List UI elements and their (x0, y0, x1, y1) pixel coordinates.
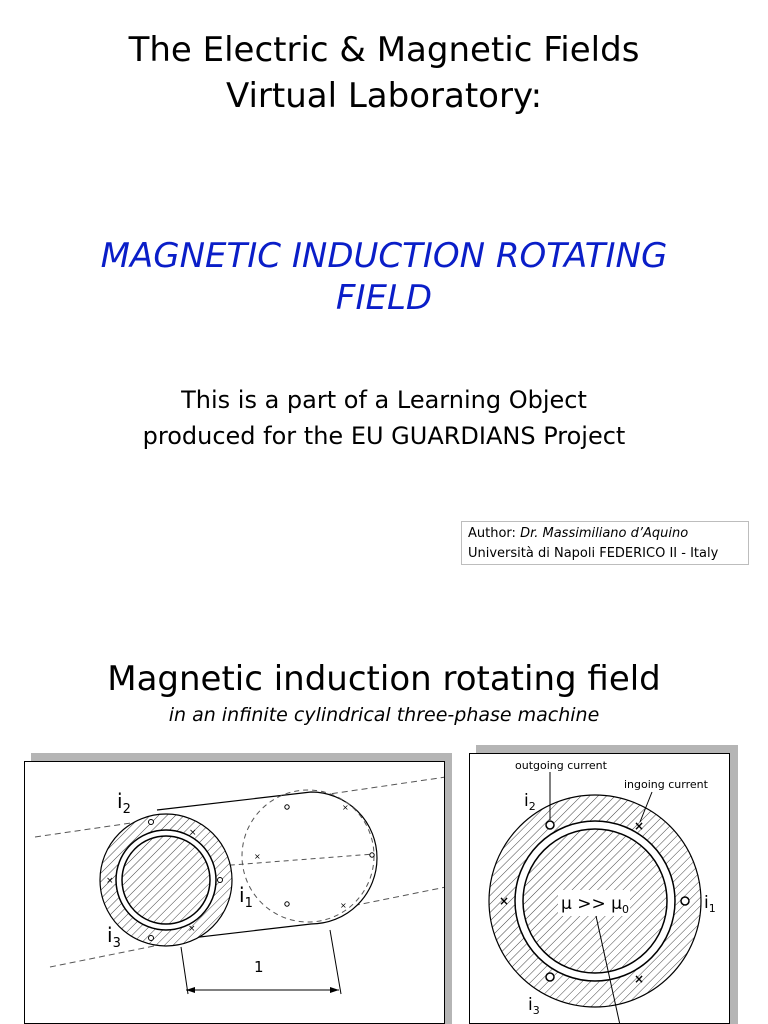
svg-text:×: × (340, 901, 347, 910)
right-label-i3: $i_3$ (528, 995, 540, 1017)
author-name: Dr. Massimiliano d’Aquino (520, 526, 689, 541)
main-title-line-2: FIELD (335, 278, 433, 318)
author-box (461, 521, 749, 565)
svg-text:×: × (634, 819, 645, 833)
right-figure (469, 753, 730, 1024)
intro-line-1: This is a part of a Learning Object (181, 386, 587, 414)
author-affiliation: Università di Napoli FEDERICO II - Italy (468, 546, 719, 561)
main-title-line-1: MAGNETIC INDUCTION ROTATING (100, 236, 668, 276)
mu-label: $\mu >> \mu_0$ (561, 894, 629, 916)
left-label-i2: $i_2$ (117, 789, 131, 817)
section-title: Magnetic induction rotating field (107, 659, 661, 699)
svg-text:×: × (188, 924, 196, 934)
author-line (468, 524, 742, 544)
header-line-1: The Electric & Magnetic Fields (128, 30, 640, 70)
left-figure (24, 761, 445, 1024)
outgoing-current-label: outgoing current (515, 759, 607, 772)
left-label-i1: $i_1$ (239, 883, 253, 911)
right-label-i2: $i_2$ (524, 791, 536, 813)
section-subtitle: in an infinite cylindrical three-phase machine (168, 704, 600, 726)
cylinder-diagram (25, 762, 445, 1024)
header-line-2: Virtual Laboratory: (225, 76, 543, 116)
svg-text:×: × (499, 894, 510, 908)
left-label-i3: $i_3$ (107, 923, 121, 951)
cross-section-diagram (470, 754, 730, 1024)
intro-line-2: produced for the EU GUARDIANS Project (142, 422, 626, 450)
ingoing-current-label: ingoing current (624, 778, 708, 791)
svg-text:×: × (342, 803, 349, 812)
dimension-label: 1 (254, 958, 264, 976)
author-label: Author: (468, 526, 521, 541)
svg-text:×: × (634, 972, 645, 986)
right-label-i1: $i_1$ (704, 893, 716, 915)
svg-text:×: × (254, 852, 261, 861)
svg-text:×: × (189, 828, 197, 838)
svg-text:×: × (106, 876, 114, 886)
